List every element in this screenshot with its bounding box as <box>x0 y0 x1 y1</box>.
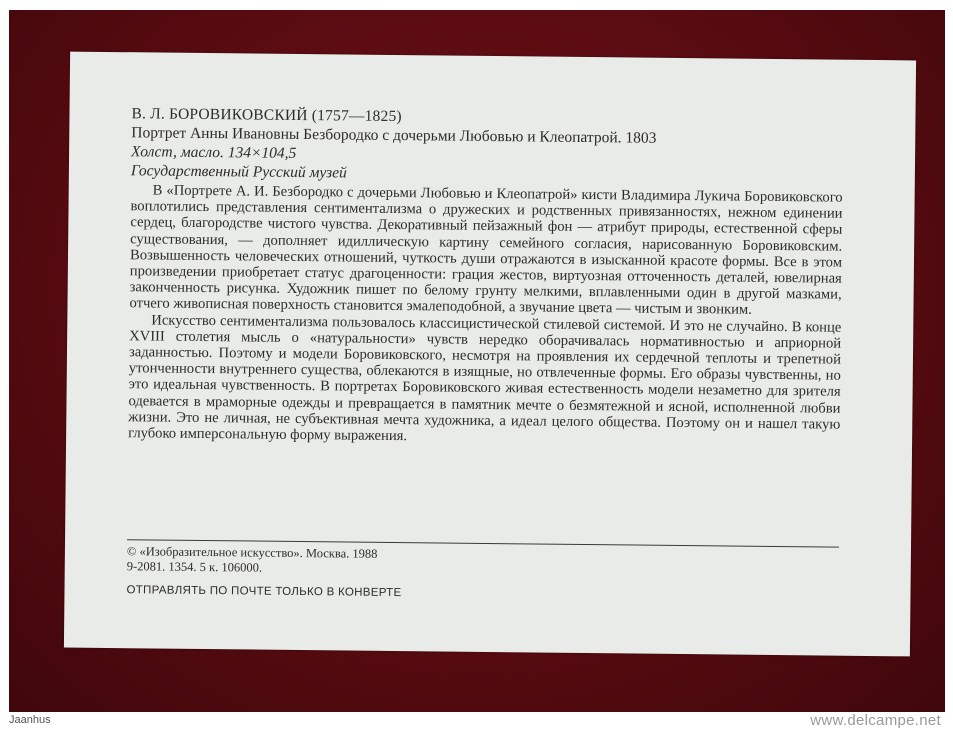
print-info: 9-2081. 1354. 5 к. 106000. <box>126 559 263 575</box>
painting-title: Портрет Анны Ивановны Безбородко с дочерьми Любовью и Клеопатрой. 1803 <box>131 124 657 147</box>
paragraph-1: В «Портрете А. И. Безбородко с дочерьми Любовью и Клеопатрой» кисти Владимира Лукича Боровиковского воплотились представления сентиментализма о дружеских и родственных привязанностях, нежном единении сердец, благородстве чистого чувства. Декоративный пейзажный фон — атрибут природы, естественной сферы существования, — дополняет идиллическую картину семейного согласия, нарисованную Боровиковским. Возвышенность человеческих отношений, чуткость души отражаются в изысканной красоте формы. Все в этом произведении приобретает статус драгоценности: грация жестов, виртуозная отточенность деталей, ювелирная законченность рисунка. Художник пишет по белому грунту мелкими, вплавленными один в другой мазками, отчего живописная поверхность становится эмалеподобной, а звучание цвета — чистым и звонким. <box>129 182 843 319</box>
postcard <box>64 52 916 657</box>
photo-background <box>9 10 945 712</box>
card-header <box>131 104 657 185</box>
description-text <box>128 182 843 449</box>
mail-note: ОТПРАВЛЯТЬ ПО ПОЧТЕ ТОЛЬКО В КОНВЕРТЕ <box>126 584 402 600</box>
watermark-right: www.delcampe.net <box>810 712 941 729</box>
watermark-left: Jaanhus <box>9 714 51 726</box>
artist-title: В. Л. БОРОВИКОВСКИЙ (1757—1825) <box>131 105 402 126</box>
painting-medium: Холст, масло. 134×104,5 <box>131 143 297 162</box>
copyright-line: © «Изобразительное искусство». Москва. 1988 <box>126 544 378 561</box>
paragraph-2: Искусство сентиментализма пользовалось классицистической стилевой системой. И это не случайно. В конце XVIII столетия мысль о «натуральности» чувств нередко оборачивалась нормативностью и априорной заданностью. Поэтому и модели Боровиковского, несмотря на проявления их сердечной теплоты и трепетной утонченности внутреннего существа, облекаются в изящные, но отвлеченные формы. Его образы чувственны, но это идеальная чувственность. В портретах Боровиковского живая естественность модели незаметно для зрителя одевается в мраморные одежды и превращается в памятник мечте о безмятежной и ясной, исполненной любви жизни. Это не личная, не субъективная мечта художника, а идеал целого общества. Поэтому он и нашел такую глубоко имперсональную форму выражения. <box>128 312 842 445</box>
card-footer <box>127 544 378 577</box>
museum-name: Государственный Русский музей <box>130 162 347 182</box>
